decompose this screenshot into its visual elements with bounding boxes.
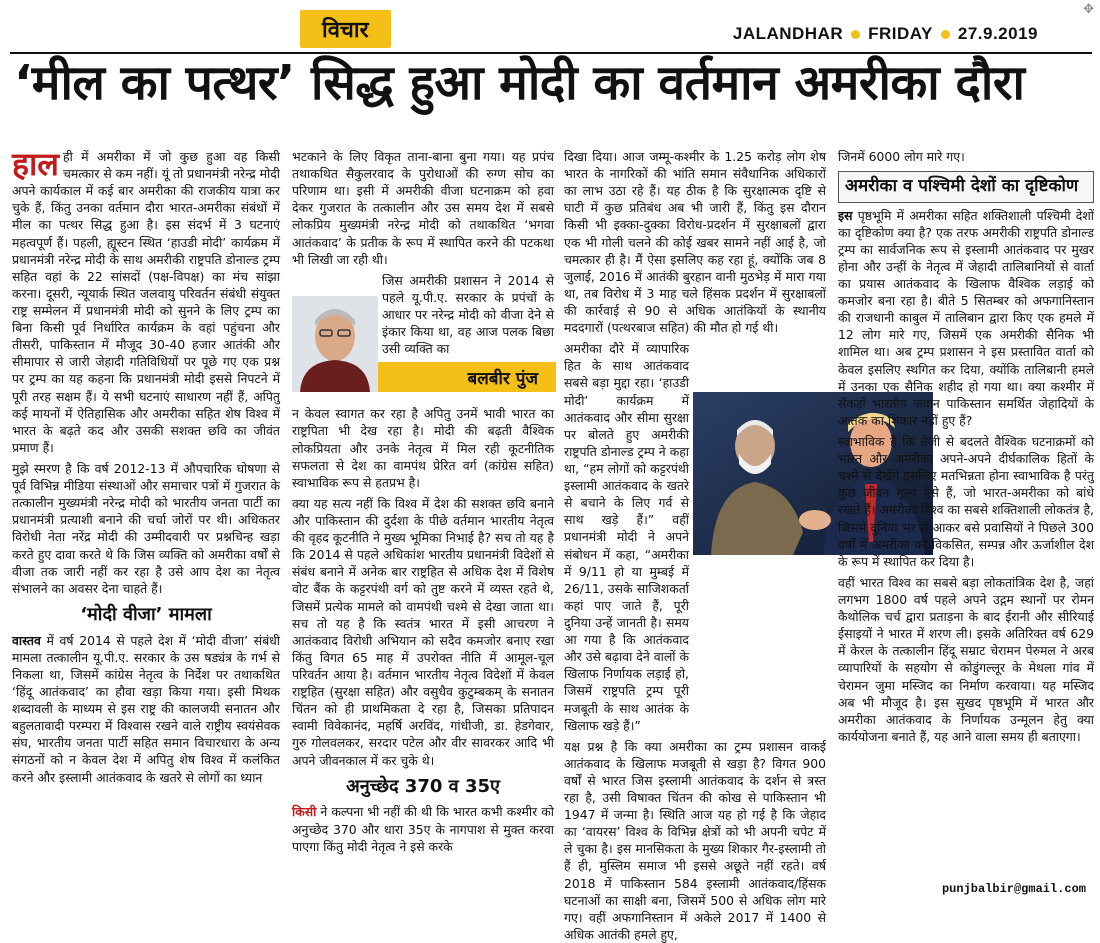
dropcap: हाल <box>12 145 59 183</box>
subheading: ‘मोदी वीजा’ मामला <box>80 603 212 625</box>
paragraph: न केवल स्वागत कर रहा है अपितु उनमें भावी भारत का राष्ट्रपिता भी देख रहा है। मोदी की बढ़ती वैश्विक लोकप्रियता और उनके नेतृत्व में मिल रही कूटनीतिक सफलता से देश का वामपंथ प्रेरित वर्ग (कांग्रेस सहित) स्वाभाविक रूप से हतप्रभ है। <box>292 406 554 490</box>
author-email: punjbalbir@gmail.com <box>941 882 1086 896</box>
paragraph: जिस अमरीकी प्रशासन ने 2014 से पहले यू.पी.ए. सरकार के प्रपंचों के आधार पर नरेन्द्र मोदी को वीजा देने से इंकार किया था, वह आज पलक बिछा उसी व्यक्ति का <box>382 272 554 357</box>
paragraph <box>838 207 1094 429</box>
lead-word: किसी <box>292 804 317 820</box>
paragraph: यक्ष प्रश्न है कि क्या अमरीका का ट्रम्प प्रशासन वाकई आतंकवाद के खिलाफ मजबूती से खड़ा है? विगत 900 वर्षों से भारत जिस इस्लामी आतंकवाद के दर्शन से त्रस्त रहा है, उसी विषाक्त चिंतन की कोख से पाकिस्तान भी 1947 में जन्मा है। स्थिति आज यह हो गई है कि जेहाद का ‘वायरस’ विश्व के विभिन्न क्षेत्रों को भी अपनी चपेट में ले चुका है। इस मानसिकता के मुख्य शिकार गैर-इस्लामी तो हैं ही, मुस्लिम समाज भी इससे अछूते नहीं रहते। वर्ष 2018 में पाकिस्तान 584 इस्लामी आतंकवाद/हिंसक घटनाओं का साक्षी बना, जिसमें 500 से अधिक लोग मारे गए। वहीं अफगानिस्तान में अकेले 2017 में 1400 से अधिक आतंकी हमले हुए, <box>564 738 826 942</box>
author-name: बलबीर पुंज <box>467 369 538 389</box>
paragraph: मुझे स्मरण है कि वर्ष 2012-13 में औपचारिक घोषणा से पूर्व विभिन्न मीडिया संस्थाओं और समाचार पत्रों में गुजरात के तत्कालीन मुख्यमंत्री नरेन्द्र मोदी को भारतीय जनता पार्टी का प्रधानमंत्री प्रत्याशी बनाने की चर्चा जोरों पर थी। अधिकतर विरोधी नेता नरेंद्र मोदी की उम्मीदवारी पर प्रश्नचिन्ह खड़ा करते हुए दावा करते थे कि जिस व्यक्ति को अमरीका वर्षों से वीजा तक जारी नहीं कर रहा है उसे आप देश का नेतृत्व संभालने का अवसर देना चाहते हैं। <box>12 460 280 596</box>
header-rule <box>10 52 1092 54</box>
paragraph: दिखा दिया। आज जम्मू-कश्मीर के 1.25 करोड़ लोग शेष भारत के नागरिकों की भांति समान संवैधानिक अधिकारों का लाभ उठा रहे हैं। यह ठीक है कि सुरक्षात्मक दृष्टि से घाटी में कुछ प्रतिबंध अब भी जारी हैं, किंतु इस दौरान किसी भी इक्का-दुक्का विरोध-प्रदर्शन में सुरक्षाबलों द्वारा एक भी गोली चलने की कोई खबर सामने नहीं आई है, जो चमत्कार ही है। मैं ऐसा इसलिए कह रहा हूं, क्योंकि जब 8 जुलाई, 2016 में आतंकी बुरहान वानी मुठभेड़ में मारा गया था, तब विरोध में 3 माह चले हिंसक प्रदर्शन में सुरक्षाबलों की कार्रवाई से 90 से अधिक आतंकियों के स्थानीय मददगारों (पत्थरबाज सहित) की मौत हो गई थी। <box>564 149 826 336</box>
article-column-4 <box>838 148 1094 892</box>
paragraph: वहीं भारत विश्व का सबसे बड़ा लोकतांत्रिक देश है, जहां लगभग 1800 वर्ष पहले अपने उद्गम स्थानों पर रोमन कैथोलिक चर्च द्वारा प्रताड़ना के बाद ईरानी और सीरियाई ईसाइयों ने भारत में शरण ली। इसके अतिरिक्त वर्ष 629 में केरल के तत्कालीन हिंदू सम्राट चेरामन पेरुमल ने अरब व्यापारियों के सहयोग से कोडुंगल्लूर के मेथला गांव में चेरामन जुमा मस्जिद का निर्माण करवाया। यह मस्जिद अब भी मौजूद है। इस सुखद पृष्ठभूमि में भारत और अमरीका आतंकवाद के निर्णायक उन्मूलन हेतु क्या कार्ययोजना बनाते हैं, यह आने वाला समय ही बताएगा। <box>838 574 1094 744</box>
paragraph <box>12 145 281 456</box>
subheading: अनुच्छेद 370 व 35ए <box>346 775 500 797</box>
dateline-day: FRIDAY <box>868 24 933 43</box>
paragraph <box>12 632 280 786</box>
lead-word: इस <box>838 207 853 223</box>
subheading: अमरीका व पश्चिमी देशों का दृष्टिकोण <box>838 171 1094 202</box>
bullet-dot-icon <box>851 30 860 39</box>
dateline-city: JALANDHAR <box>732 24 844 43</box>
article-column-1 <box>12 145 281 892</box>
corner-mark-icon: ✥ <box>1083 2 1094 17</box>
paragraph-text: में वर्ष 2014 से पहले देश में ‘मोदी वीजा’ संबंधी मामला तत्कालीन यू.पी.ए. सरकार के उस षड्यंत्र के गर्भ से निकला था, जिसमें कांग्रेस नेतृत्व के निर्देश पर तथाकथित ‘हिंदू आतंकवाद’ का हौवा खड़ा किया गया। इसी मिथक शब्दावली के माध्यम से इस राष्ट्र की कालजयी सनातन और बहुलतावादी परम्परा में विश्वास रखने वाले राष्ट्रीय स्वयंसेवक संघ, भारतीय जनता पार्टी सहित समान विचारधारा के अन्य संगठनों को न केवल देश में अपितु शेष विश्व में कलंकित करने और इस्लामी आतंकवाद के खतरे से लोगों का ध्यान <box>12 632 280 785</box>
paragraph-wrap <box>564 340 689 734</box>
author-box <box>292 292 556 398</box>
paragraph-text: पृष्ठभूमि में अमरीका सहित शक्तिशाली पश्चिमी देशों का दृष्टिकोण क्या है? एक तरफ अमरीकी राष्ट्रपति डोनाल्ड ट्रम्प का सार्वजनिक रूप से इस्लामी आतंकवाद पर मुखर होना और उन्हीं के नेतृत्व में जेहादी तालिबानियों से वार्ता का प्रयास आतंकवाद के खिलाफ वैश्विक लड़ाई को कमजोर बना रहा है। बीते 5 सितम्बर को अफगानिस्तान की राजधानी काबुल में तालिबान द्वारा किए एक हमले में 12 लोग मारे गए, जिसमें एक अमरीकी सैनिक भी शामिल था। अब ट्रम्प प्रशासन ने इस प्रस्तावित वार्ता को केवल इसलिए स्थगित कर दिया, क्योंकि तालिबानी हमले में उनका एक सैनिक शहीद हो गया था। क्या कश्मीर में सैंकड़ों भारतीय जवान पाकिस्तान समर्थित जेहादियों के आतंक का शिकार नहीं हुए हैं? <box>838 207 1094 428</box>
lead-word: वास्तव <box>12 632 41 648</box>
paragraph: अमरीका दौरे में व्यापारिक हित के साथ आतंकवाद सबसे बड़ा मुद्दा रहा। ‘हाउडी मोदी’ कार्यक्रम में आतंकवाद और सीमा सुरक्षा पर बोलते हुए अमरीकी राष्ट्रपति डोनाल्ड ट्रम्प ने कहा था, “हम लोगों को कट्टरपंथी इस्लामी आतंकवाद के खतरे से बचाने के लिए गर्व से साथ खड़े हैं।” वहीं प्रधानमंत्री मोदी ने अपने संबोधन में कहा, “अमरीका में 9/11 हो या मुम्बई में 26/11, उसके साजिशकर्ता कहां पाए जाते हैं, पूरी दुनिया उन्हें जानती है। समय आ गया है कि आतंकवाद और उसे बढ़ावा देने वालों के खिलाफ निर्णायक लड़ाई हो, जिसमें राष्ट्रपति ट्रम्प पूरी मजबूती के साथ आतंक के खिलाफ खड़े हैं।” <box>564 341 689 733</box>
paragraph: क्या यह सत्य नहीं कि विश्व में देश की सशक्त छवि बनाने और पाकिस्तान की दुर्दशा के पीछे वर्तमान भारतीय नेतृत्व की वृहद कूटनीति ने मुख्य भूमिका निभाई है? सच तो यह है कि 2014 से पहले अधिकांश भारतीय प्रधानमंत्री विदेशों से संबंध बनाने में अनेक बार राष्ट्रहित से अधिक देश में विशेष वोट बैंक के कट्टरपंथी वर्ग को तुष्ट करने में व्यस्त रहते थे, जिसमें प्रत्येक मामले को वामपंथी चश्मे से देखा जाता था। सच तो यह है कि स्वतंत्र भारत में इसी आचरण ने आतंकवाद विरोधी अभियान को सदैव कमजोर बनाए रखा किंतु विगत 65 माह में उपरोक्त नीति में आमूल-चूल परिवर्तन आया है। वर्तमान भारतीय नेतृत्व विदेशों में केवल राष्ट्रहित (सुरक्षा सहित) और वसुधैव कुटुम्बकम् के सनातन चिंतन को ही प्राथमिकता दे रहा है, जिसका प्रतिपादन स्वामी विवेकानंद, महर्षि अरविंद, गांधीजी, डा. हेडगेवार, गुरु गोलवलकर, सरदार पटेल और वीर सावरकर आदि भी अपने जीवनकाल में कर चुके थे। <box>292 495 554 768</box>
dateline-date: 27.9.2019 <box>957 24 1038 43</box>
bullet-dot-icon <box>941 30 950 39</box>
paragraph: भटकाने के लिए विकृत ताना-बाना बुना गया। यह प्रपंच तथाकथित सैकुलरवाद के पुरोधाओं की रुग्ण सोच का परिणाम था। इसी में अमरीकी वीजा घटनाक्रम को हवा देकर गुजरात के तत्कालीन और उस समय देश में सबसे लोकप्रिय मुख्यमंत्री नरेन्द्र मोदी को तथाकथित ‘भगवा आतंकवाद’ के प्रतीक के रूप में स्थापित करने की पटकथा भी लिखी जा रही थी। <box>292 149 554 267</box>
author-photo <box>292 296 378 392</box>
page-headline: ‘मील का पत्थर’ सिद्ध हुआ मोदी का वर्तमान अमरीका दौरा <box>14 55 1025 111</box>
section-tag: विचार <box>300 10 391 48</box>
author-portrait-icon <box>292 296 378 392</box>
paragraph-text: ही में अमरीका में जो कुछ हुआ वह किसी चमत्कार से कम नहीं। यूं तो प्रधानमंत्री नरेन्द्र मोदी अपने कार्यकाल में कई बार अमरीका की राजकीय यात्रा कर चुके हैं, किंतु उनका वर्तमान दौरा भारत-अमरीका संबंधों में मील का पत्थर सिद्ध हुआ है। इस संदर्भ में 3 घटनाएं महत्वपूर्ण हैं। पहली, ह्यूस्टन स्थित ‘हाउडी मोदी’ कार्यक्रम में प्रधानमंत्री नरेन्द्र मोदी के साथ अमरीकी राष्ट्रपति डोनाल्ड ट्रम्प सहित वहां के 22 सांसदों (पक्ष-विपक्ष) का मंच सांझा करना। दूसरी, न्यूयार्क स्थित जलवायु परिवर्तन संबंधी संयुक्त राष्ट्र सम्मेलन में प्रधानमंत्री मोदी को सुनने के लिए ट्रम्प का बिना किसी पूर्व निर्धारित कार्यक्रम के वहां पहुंचना और तीसरी, पाकिस्तान में मौजूद 30-40 हजार आतंकी और सीमापार से जारी जेहादी गतिविधियों पर पूछे गए एक प्रश्न पर ट्रम्प का यह कहना कि प्रधानमंत्री मोदी इससे निपटने में पूरी तरह सक्षम हैं। ये सभी घटनाएं साधारण नहीं हैं, अपितु कई मायनों में ऐतिहासिक और अमरीका सहित शेष विश्व में भारत के बढ़ते कद और उसकी सशक्त छवि का जीवंत प्रमाण हैं। <box>12 149 281 455</box>
paragraph: जिनमें 6000 लोग मारे गए। <box>838 149 965 164</box>
article-column-2 <box>292 148 554 892</box>
paragraph <box>292 803 554 854</box>
paragraph-text: ने कल्पना भी नहीं की थी कि भारत कभी कश्मीर को अनुच्छेद 370 और धारा 35ए के नागपाश से मुक्त करवा पाएगा किंतु मोदी नेतृत्व ने इसे करके <box>292 804 554 854</box>
masthead <box>0 0 1100 52</box>
dateline <box>733 24 1038 44</box>
paragraph: स्वाभाविक है कि तेजी से बदलते वैश्विक घटनाक्रमों को भारत और अमरीका अपने-अपने दीर्घकालिक हितों के चश्मे से देखेंगे इसलिए मतभिन्नता होना स्वाभाविक है परंतु कुछ जीवन मूल्य ऐसे हैं, जो भारत-अमरीका को बांधे रखते हैं। अमरीका विश्व का सबसे शक्तिशाली लोकतंत्र है, जिसमें दुनिया भर से आकर बसे प्रवासियों ने पिछले 300 वर्षों में अमरीका को विकसित, सम्पन्न और ऊर्जाशील देश के रूप में स्थापित कर दिया है। <box>838 433 1094 569</box>
